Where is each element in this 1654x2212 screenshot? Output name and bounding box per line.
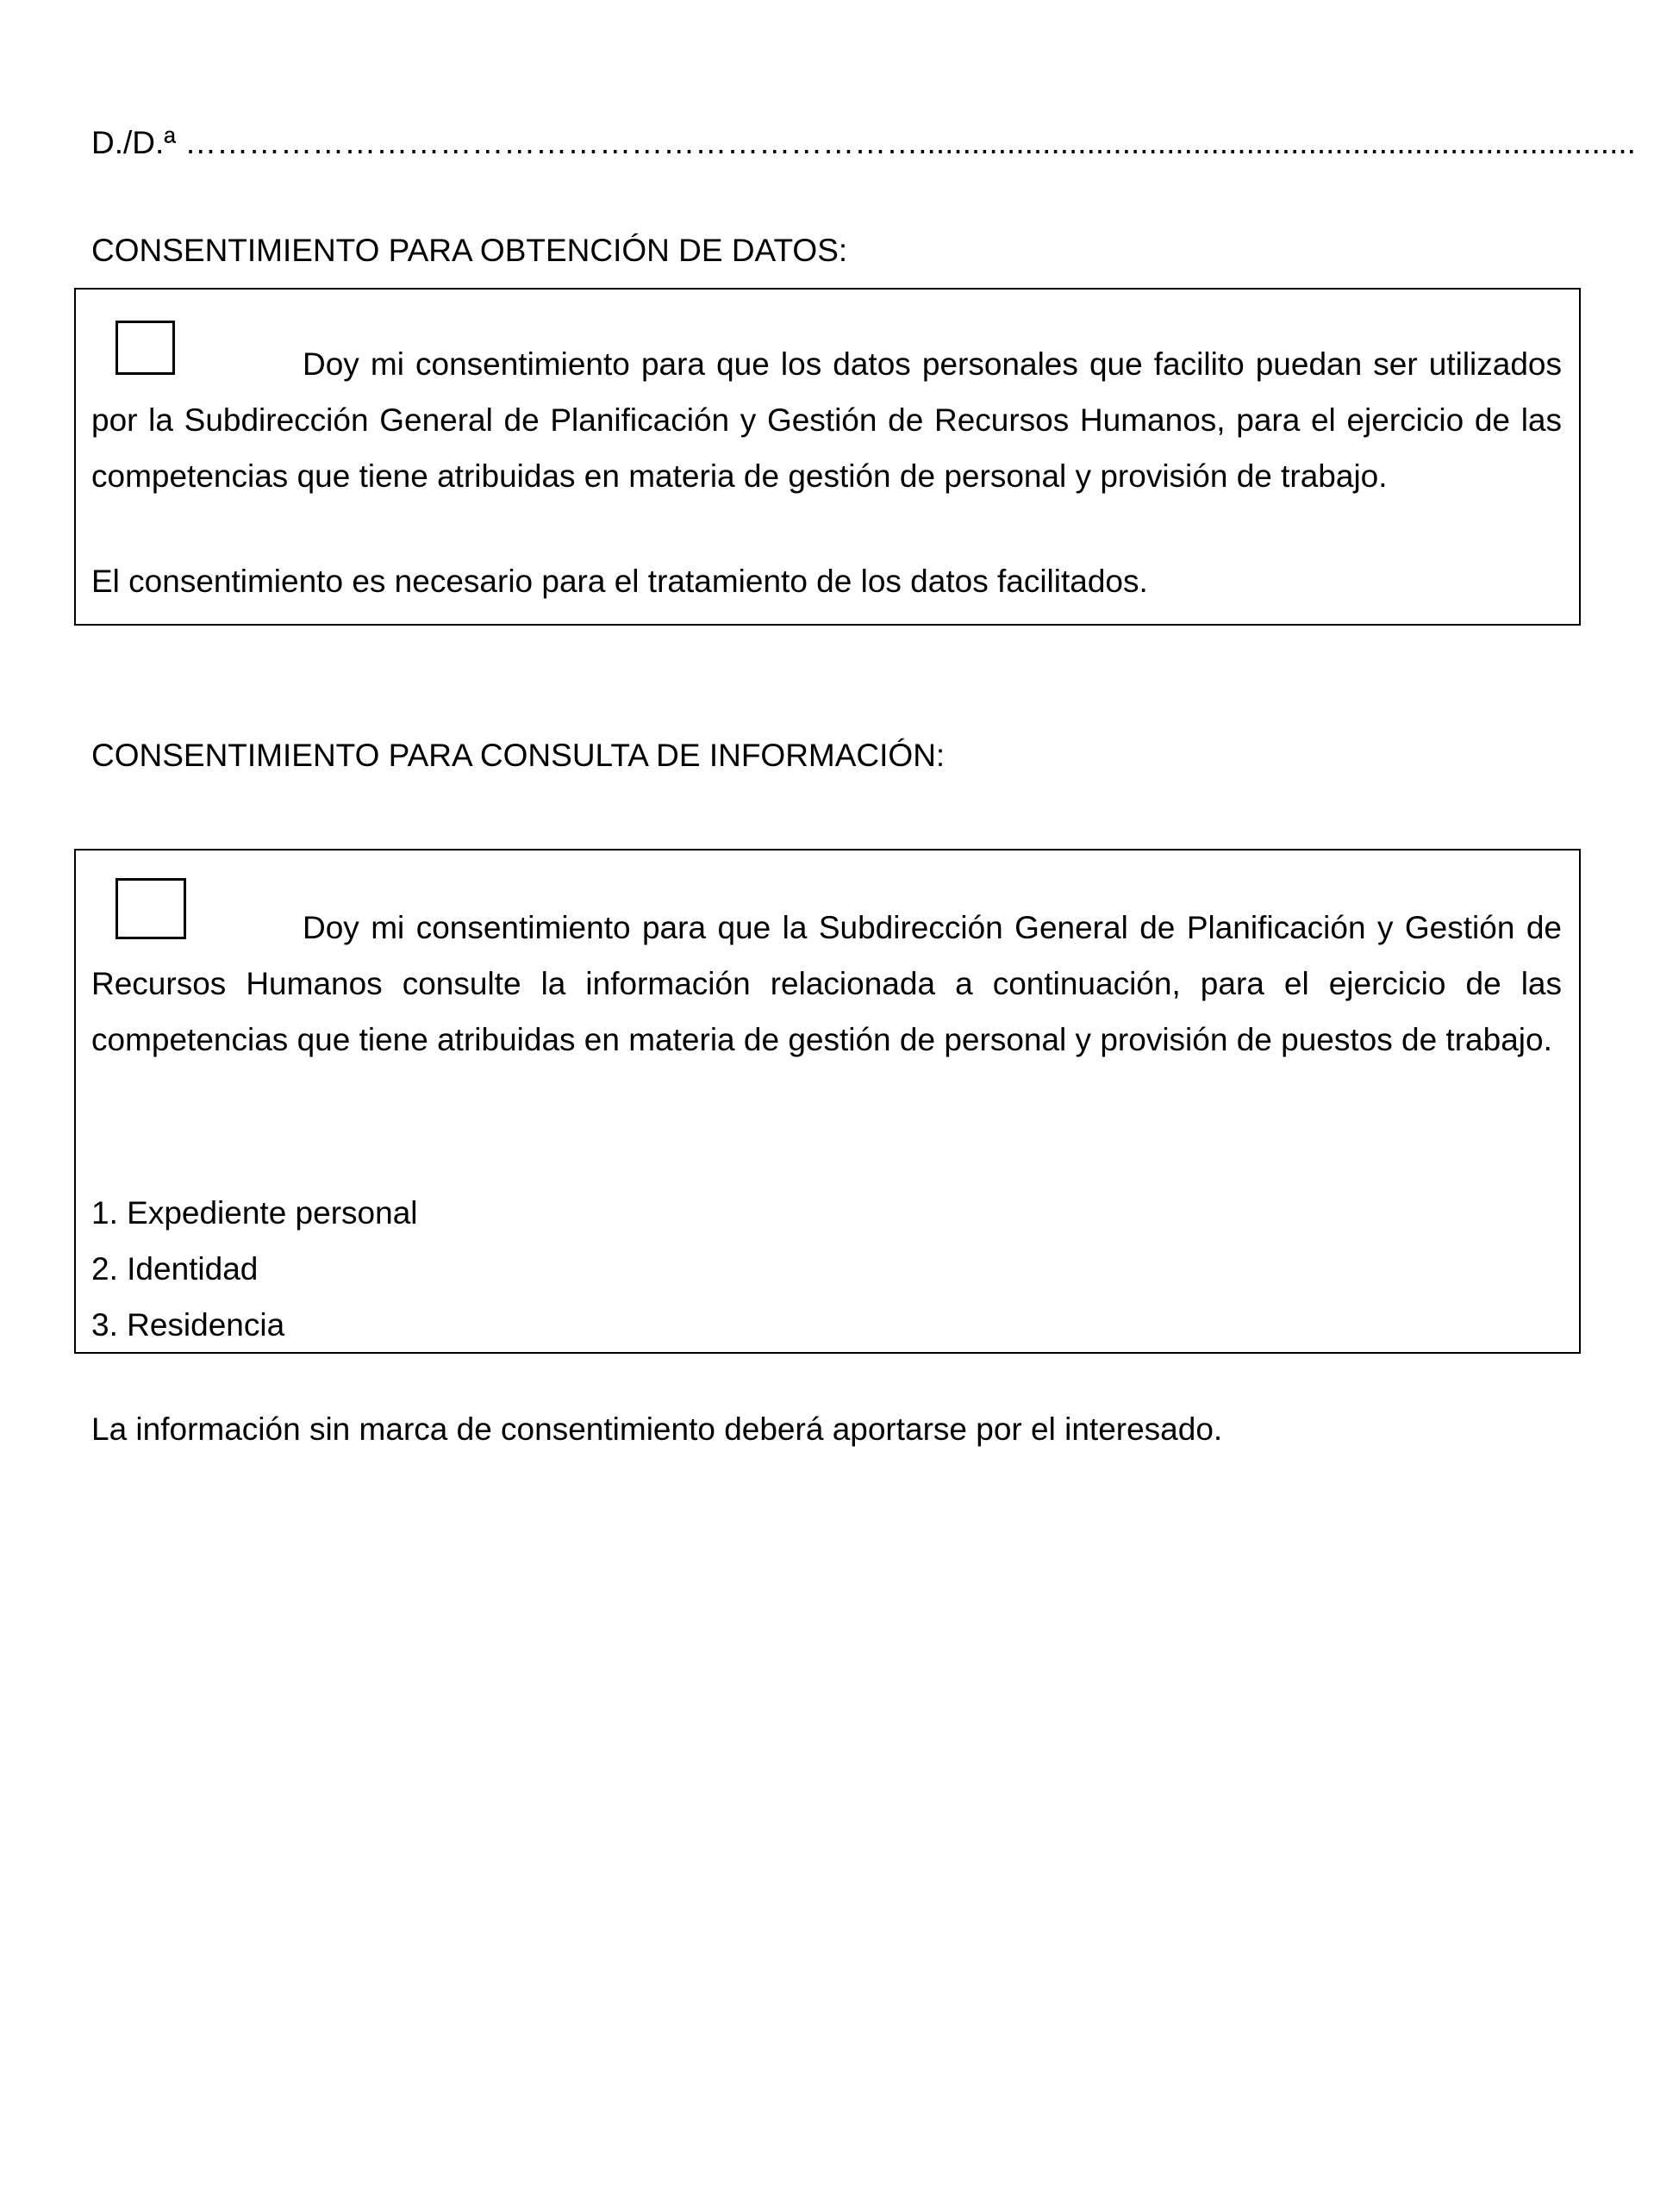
list-item: 1. Expediente personal	[91, 1195, 418, 1231]
missing-consent-footer-note: La información sin marca de consentimiento deberá aportarse por el interesado.	[91, 1411, 1223, 1447]
data-collection-consent-box	[74, 288, 1581, 626]
information-query-consent-paragraph	[91, 900, 1562, 1068]
data-collection-consent-heading: CONSENTIMIENTO PARA OBTENCIÓN DE DATOS:	[91, 233, 848, 268]
data-collection-consent-note: El consentimiento es necesario para el tratamiento de los datos facilitados.	[91, 564, 1148, 599]
information-query-items-list	[91, 1185, 418, 1353]
applicant-name-line: D./D.ª …………………………………………………………….................................................................................	[91, 125, 1636, 160]
list-item: 3. Residencia	[91, 1307, 285, 1343]
information-query-consent-heading: CONSENTIMIENTO PARA CONSULTA DE INFORMACIÓN:	[91, 738, 946, 773]
data-collection-consent-text: Doy mi consentimiento para que los datos personales que facilito puedan ser utilizados por la Subdirección General de Planificación y Gestión de Recursos Humanos, para el ejercicio de las competencias que tiene atribuidas en materia de gestión de personal y provisión de trabajo.	[91, 346, 1562, 494]
data-collection-consent-paragraph	[91, 336, 1562, 504]
information-query-consent-text: Doy mi consentimiento para que la Subdirección General de Planificación y Gestión de Recursos Humanos consulte la información relacionada a continuación, para el ejercicio de las competencias que tiene atribuidas en materia de gestión de personal y provisión de puestos de trabajo.	[91, 910, 1562, 1057]
list-item: 2. Identidad	[91, 1251, 259, 1287]
information-query-consent-box	[74, 849, 1581, 1354]
